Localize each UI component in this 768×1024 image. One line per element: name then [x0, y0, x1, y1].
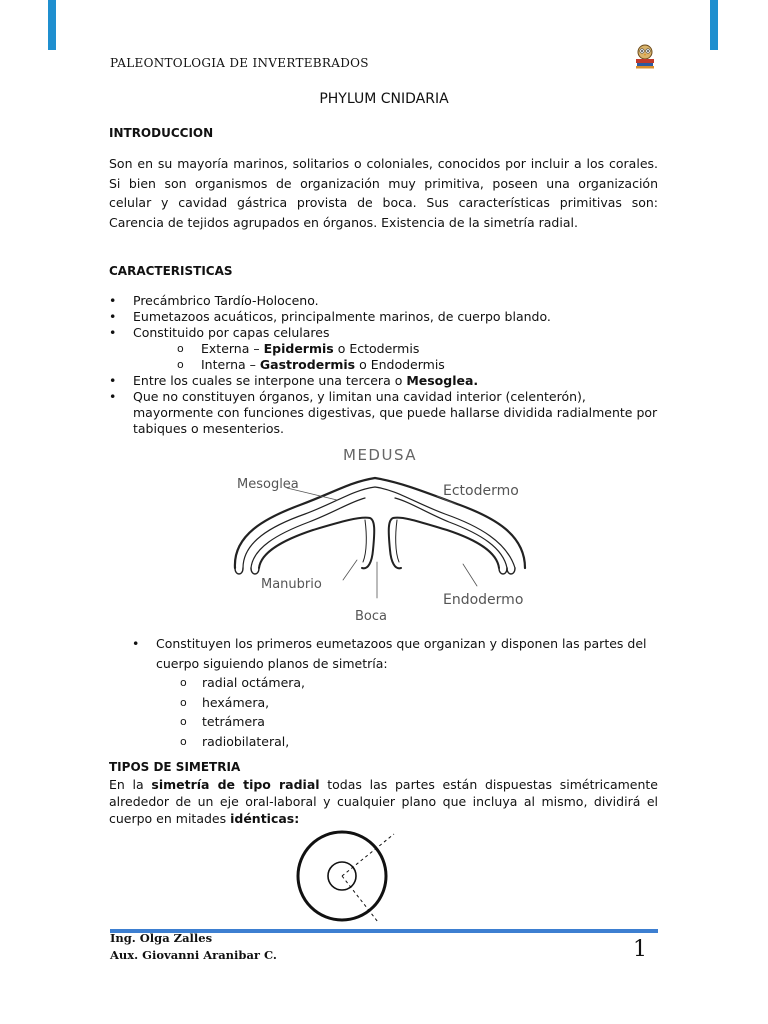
intro-paragraph: Son en su mayoría marinos, solitarios o coloniales, conocidos por incluir a los corales. Si bien son organismos de organización muy primitiva, poseen una organización celular y cavidad gástrica provista de boca. Sus características primitivas son: Carencia de tejidos agrupados en órganos. Existencia de la simetría radial. [109, 156, 658, 230]
footer-author-1: Ing. Olga Zalles [110, 931, 213, 945]
owl-logo-icon [632, 42, 658, 70]
caracteristicas-heading: CARACTERISTICAS [109, 264, 233, 278]
list-item: • Constituyen los primeros eumetazoos que organizan y disponen las partes del cuerpo siguiendo planos de simetría: [132, 634, 672, 673]
tipos-paragraph: En la simetría de tipo radial todas las partes están dispuestas simétricamente alrededor de un eje oral-laboral y cualquier plano que incluya al mismo, dividirá el cuerpo en mitades idénticas: [109, 777, 659, 826]
list-item: • Eumetazoos acuáticos, principalmente marinos, de cuerpo blando. [109, 309, 669, 325]
list-item: • Constituido por capas celulares [109, 325, 669, 341]
intro-heading: INTRODUCCION [109, 126, 214, 140]
list-subitem: o radial octámera, [132, 673, 672, 693]
label-boca: Boca [355, 609, 387, 624]
label-mesoglea: Mesoglea [237, 477, 299, 492]
label-ectodermo: Ectodermo [443, 483, 519, 499]
right-edge-bar [710, 0, 718, 50]
medusa-diagram [225, 440, 555, 630]
label-endodermo: Endodermo [443, 592, 524, 608]
simetria-list [132, 634, 672, 751]
list-subitem: o radiobilateral, [132, 732, 672, 752]
list-item: • Que no constituyen órganos, y limitan una cavidad interior (celenterón), mayormente con funciones digestivas, que puede hallarse dividida radialmente por tabiques o mesenterios. [109, 389, 669, 437]
list-subitem: o Externa – Epidermis o Ectodermis [109, 341, 669, 357]
list-subitem: o tetrámera [132, 712, 672, 732]
list-item: • Precámbrico Tardío-Holoceno. [109, 293, 669, 309]
list-subitem: o Interna – Gastrodermis o Endodermis [109, 357, 669, 373]
label-manubrio: Manubrio [261, 577, 322, 592]
list-item: • Entre los cuales se interpone una tercera o Mesoglea. [109, 373, 669, 389]
header-title: PALEONTOLOGIA DE INVERTEBRADOS [110, 56, 369, 70]
tipos-heading: TIPOS DE SIMETRIA [109, 760, 241, 774]
list-subitem: o hexámera, [132, 693, 672, 713]
left-edge-bar [48, 0, 56, 50]
diagram-title: MEDUSA [343, 446, 418, 464]
radial-symmetry-diagram [290, 830, 410, 930]
document-title: PHYLUM CNIDARIA [319, 91, 449, 107]
footer-author-2: Aux. Giovanni Aranibar C. [110, 948, 277, 962]
caracteristicas-list [109, 293, 669, 437]
page-number: 1 [633, 937, 647, 962]
